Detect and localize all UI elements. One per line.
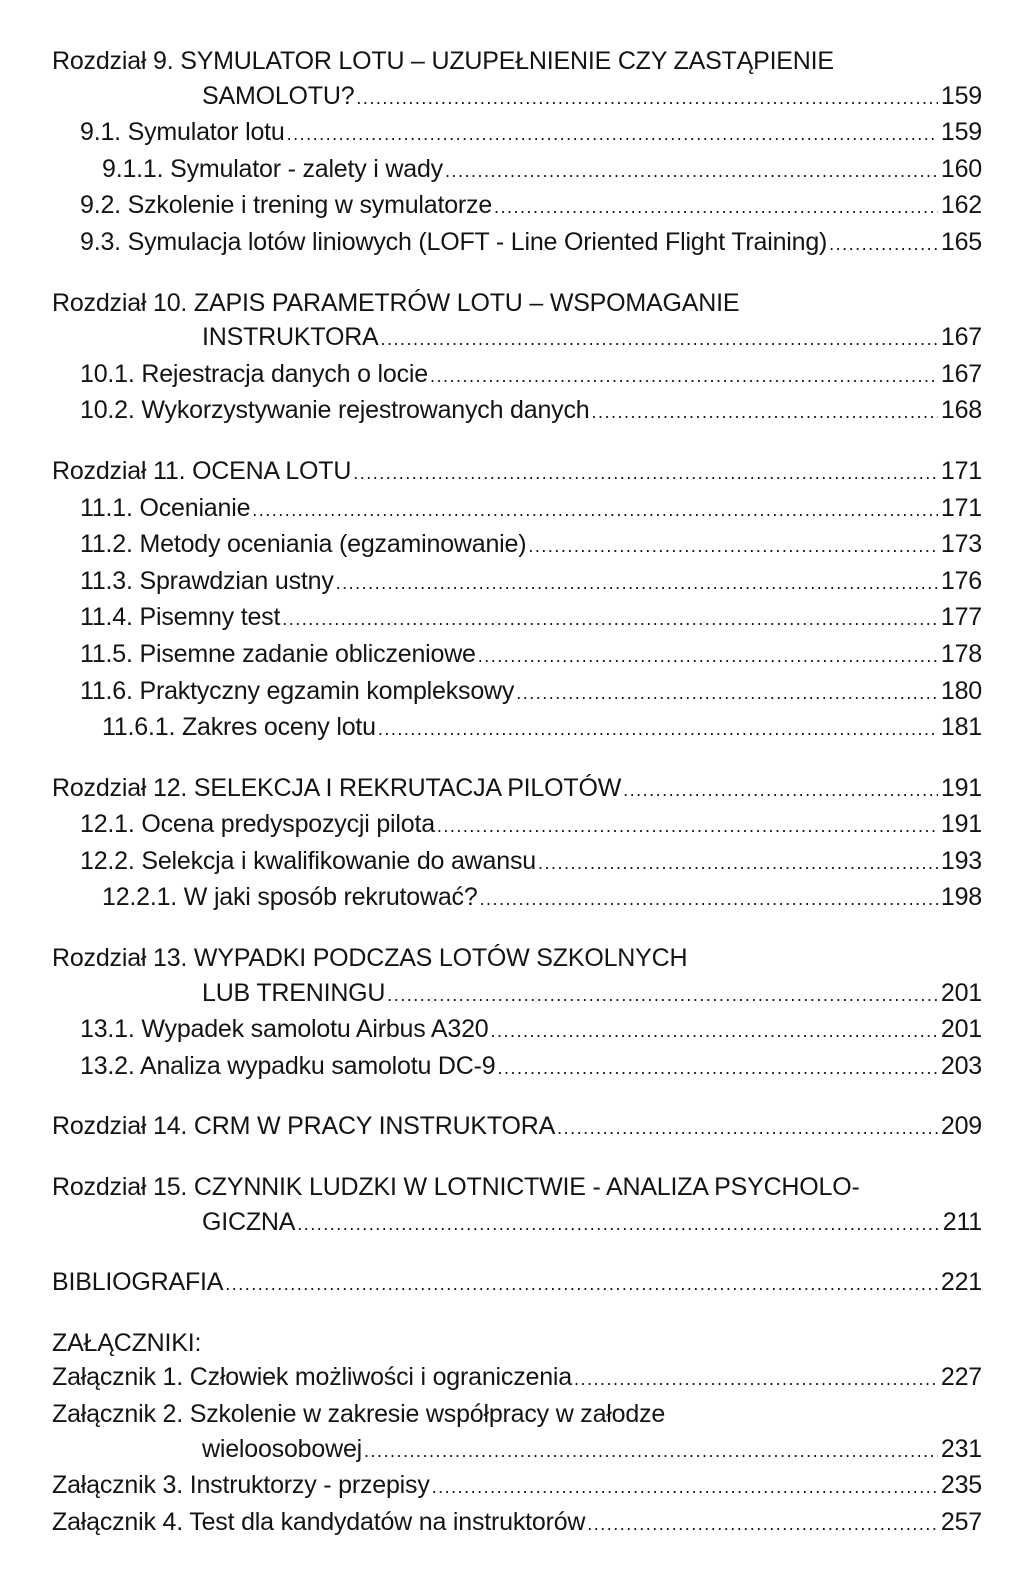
toc-entry-title: 12.2.1. W jaki sposób rekrutować? [102, 883, 478, 912]
toc-entry-page-number: 227 [940, 1363, 982, 1392]
toc-section [52, 1265, 982, 1302]
toc-entry [52, 286, 982, 321]
toc-entry-title: 13.2. Analiza wypadku samolotu DC-9 [80, 1051, 496, 1080]
toc-entry-title: Załącznik 1. Człowiek możliwości i ograniczenia [52, 1363, 572, 1392]
toc-entry-page-number: 181 [940, 713, 982, 742]
toc-entry-title: 11.3. Sprawdzian ustny [80, 566, 334, 595]
toc-entry [52, 152, 982, 189]
toc-section [52, 44, 982, 262]
dot-leader [430, 357, 938, 394]
toc-entry-title: 9.1.1. Symulator - zalety i wady [102, 154, 443, 183]
toc-entry [52, 1505, 982, 1542]
toc-entry-title: BIBLIOGRAFIA [52, 1268, 224, 1297]
dot-leader [381, 320, 938, 357]
dot-leader [623, 771, 938, 808]
dot-leader [225, 1265, 938, 1302]
toc-entry-title: 13.1. Wypadek samolotu Airbus A320 [80, 1015, 489, 1044]
toc-entry-title: Rozdział 10. ZAPIS PARAMETRÓW LOTU – WSPOMAGANIE [52, 288, 740, 317]
toc-entry [52, 1360, 982, 1397]
dot-leader [491, 1012, 938, 1049]
toc-entry-page-number: 168 [940, 396, 982, 425]
dot-leader [494, 188, 938, 225]
toc-entry-page-number: 257 [940, 1507, 982, 1536]
toc-entry-page-number: 211 [942, 1207, 982, 1236]
toc-entry-title: Rozdział 15. CZYNNIK LUDZKI W LOTNICTWIE - ANALIZA PSYCHOLO- [52, 1173, 860, 1202]
toc-entry-title: 12.2. Selekcja i kwalifikowanie do awansu [80, 846, 536, 875]
toc-entry-title: 9.3. Symulacja lotów liniowych (LOFT - Line Oriented Flight Training) [80, 227, 828, 256]
toc-entry [52, 1012, 982, 1049]
toc-entry-title: 9.1. Symulator lotu [80, 118, 285, 147]
toc-section [52, 1109, 982, 1146]
toc-entry [52, 771, 982, 808]
dot-leader [557, 1109, 938, 1146]
toc-entry [52, 44, 982, 79]
toc-entry [52, 637, 982, 674]
toc-entry-page-number: 159 [940, 118, 982, 147]
toc-entry-page-number: 209 [940, 1112, 982, 1141]
dot-leader [356, 79, 938, 116]
dot-leader [437, 807, 938, 844]
toc-entry-page-number: 203 [940, 1051, 982, 1080]
dot-leader [538, 844, 938, 881]
toc-entry-title: 11.6. Praktyczny egzamin kompleksowy [80, 676, 515, 705]
toc-entry-page-number: 201 [940, 1015, 982, 1044]
toc-entry [52, 454, 982, 491]
toc-entry-page-number: 173 [940, 530, 982, 559]
toc-entry [52, 491, 982, 528]
toc-entry-page-number: 159 [940, 81, 982, 110]
toc-entry [52, 115, 982, 152]
table-of-contents [52, 44, 982, 1541]
toc-entry-title: wieloosobowej [202, 1434, 362, 1463]
dot-leader [432, 1468, 938, 1505]
dot-leader [478, 637, 938, 674]
toc-section [52, 1326, 982, 1542]
toc-entry [52, 188, 982, 225]
toc-entry-page-number: 221 [940, 1268, 982, 1297]
toc-section [52, 286, 982, 430]
toc-entry [52, 1170, 982, 1205]
toc-entry [52, 600, 982, 637]
toc-entry-page-number: 235 [940, 1471, 982, 1500]
toc-entry [52, 357, 982, 394]
toc-entry-page-number: 177 [940, 603, 982, 632]
toc-entry [52, 1109, 982, 1146]
toc-entry-page-number: 167 [940, 359, 982, 388]
toc-entry-title: 11.5. Pisemne zadanie obliczeniowe [80, 639, 476, 668]
toc-entry [52, 1326, 982, 1361]
toc-entry [52, 320, 982, 357]
toc-entry-title: Załącznik 4. Test dla kandydatów na instruktorów [52, 1507, 586, 1536]
dot-leader [829, 225, 938, 262]
toc-entry [52, 1432, 982, 1469]
toc-entry-page-number: 193 [940, 846, 982, 875]
toc-entry [52, 564, 982, 601]
toc-entry-title: 11.1. Ocenianie [80, 493, 251, 522]
dot-leader [480, 880, 938, 917]
toc-entry [52, 941, 982, 976]
dot-leader [364, 1432, 938, 1469]
dot-leader [497, 1049, 938, 1086]
toc-entry [52, 1049, 982, 1086]
toc-entry-page-number: 231 [940, 1434, 982, 1463]
dot-leader [574, 1360, 938, 1397]
toc-entry-title: Rozdział 11. OCENA LOTU [52, 456, 352, 485]
toc-section [52, 1170, 982, 1241]
toc-section [52, 941, 982, 1085]
toc-entry-title: 11.4. Pisemny test [80, 603, 281, 632]
toc-entry-page-number: 165 [940, 227, 982, 256]
dot-leader [336, 564, 938, 601]
toc-entry-title: INSTRUKTORA [202, 323, 379, 352]
toc-entry [52, 1265, 982, 1302]
toc-entry-page-number: 176 [940, 566, 982, 595]
toc-entry-title: 12.1. Ocena predyspozycji pilota [80, 810, 435, 839]
toc-section [52, 771, 982, 917]
toc-entry-page-number: 198 [940, 883, 982, 912]
dot-leader [297, 1205, 938, 1242]
toc-entry-title: Rozdział 9. SYMULATOR LOTU – UZUPEŁNIENIE CZY ZASTĄPIENIE [52, 47, 834, 75]
toc-entry-page-number: 171 [940, 493, 982, 522]
toc-entry [52, 1205, 982, 1242]
toc-entry-title: Załącznik 2. Szkolenie w zakresie współpracy w załodze [52, 1400, 666, 1428]
toc-entry [52, 1468, 982, 1505]
toc-section [52, 454, 982, 747]
toc-entry [52, 880, 982, 917]
toc-entry-title: 10.1. Rejestracja danych o locie [80, 359, 428, 388]
toc-entry [52, 225, 982, 262]
toc-entry-title: 11.6.1. Zakres oceny lotu [102, 713, 376, 742]
toc-entry-title: Rozdział 13. WYPADKI PODCZAS LOTÓW SZKOLNYCH [52, 944, 688, 973]
toc-entry-page-number: 162 [940, 191, 982, 220]
toc-entry-page-number: 191 [940, 810, 982, 839]
toc-entry [52, 79, 982, 116]
dot-leader [516, 674, 938, 711]
dot-leader [445, 152, 938, 189]
dot-leader [378, 710, 938, 747]
dot-leader [252, 491, 938, 528]
toc-entry-page-number: 178 [940, 639, 982, 668]
toc-entry-page-number: 160 [940, 154, 982, 183]
toc-entry-title: SAMOLOTU? [202, 81, 355, 110]
toc-entry-page-number: 180 [940, 676, 982, 705]
toc-entry-title: LUB TRENINGU [202, 978, 386, 1007]
dot-leader [353, 454, 938, 491]
toc-entry-title: 10.2. Wykorzystywanie rejestrowanych danych [80, 396, 590, 425]
toc-entry [52, 393, 982, 430]
toc-entry-page-number: 167 [940, 323, 982, 352]
dot-leader [591, 393, 938, 430]
dot-leader [282, 600, 938, 637]
dot-leader [587, 1505, 938, 1542]
toc-entry-page-number: 201 [940, 978, 982, 1007]
toc-entry-title: Rozdział 12. SELEKCJA I REKRUTACJA PILOTÓW [52, 773, 622, 802]
toc-entry-title: 9.2. Szkolenie i trening w symulatorze [80, 191, 493, 220]
toc-entry-title: Rozdział 14. CRM W PRACY INSTRUKTORA [52, 1112, 556, 1141]
toc-entry [52, 807, 982, 844]
dot-leader [387, 976, 938, 1013]
toc-entry [52, 710, 982, 747]
dot-leader [287, 115, 938, 152]
toc-entry-title: GICZNA [202, 1207, 296, 1236]
toc-entry-title: ZAŁĄCZNIKI: [52, 1328, 202, 1357]
toc-entry [52, 1397, 982, 1432]
toc-entry [52, 844, 982, 881]
toc-entry [52, 527, 982, 564]
toc-entry [52, 674, 982, 711]
toc-entry-title: Załącznik 3. Instruktorzy - przepisy [52, 1471, 430, 1500]
dot-leader [528, 527, 938, 564]
toc-entry-title: 11.2. Metody oceniania (egzaminowanie) [80, 530, 527, 559]
toc-entry-page-number: 191 [940, 773, 982, 802]
toc-entry [52, 976, 982, 1013]
toc-entry-page-number: 171 [940, 456, 982, 485]
